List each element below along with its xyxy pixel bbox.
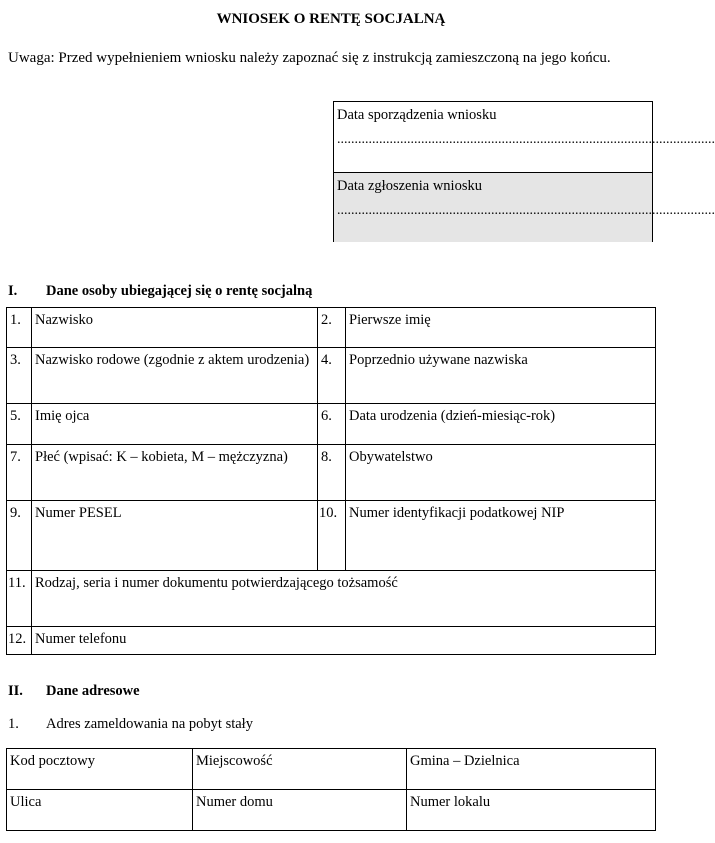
house-number-field[interactable]: Numer domu — [193, 790, 407, 831]
citizenship-field[interactable]: Obywatelstwo — [346, 445, 656, 501]
field-number: 2. — [318, 308, 346, 348]
postal-code-field[interactable]: Kod pocztowy — [7, 749, 193, 790]
father-name-field[interactable]: Imię ojca — [32, 404, 318, 445]
submitted-date-field — [334, 172, 715, 242]
instruction-notice: Uwaga: Przed wypełnieniem wniosku należy zapoznać się z instrukcją zamieszczoną na jego końcu. — [8, 50, 611, 66]
section2-number: II. — [8, 683, 23, 699]
table-row — [7, 445, 656, 501]
table-row — [7, 404, 656, 445]
table-row — [7, 501, 656, 571]
table-row — [7, 308, 656, 348]
address-subheading-number: 1. — [8, 716, 19, 732]
maiden-name-field[interactable]: Nazwisko rodowe (zgodnie z aktem urodzenia) — [32, 348, 318, 404]
identity-document-field[interactable]: Rodzaj, seria i numer dokumentu potwierdzającego tożsamość — [32, 571, 656, 627]
section1-title: Dane osoby ubiegającej się o rentę socjalną — [46, 283, 313, 299]
section2-title: Dane adresowe — [46, 683, 140, 699]
table-row — [7, 348, 656, 404]
field-number: 7. — [7, 445, 32, 501]
birth-date-field[interactable]: Data urodzenia (dzień-miesiąc-rok) — [346, 404, 656, 445]
field-number: 1. — [7, 308, 32, 348]
section1-heading — [8, 283, 408, 303]
first-name-field[interactable]: Pierwsze imię — [346, 308, 656, 348]
municipality-district-field[interactable]: Gmina – Dzielnica — [407, 749, 656, 790]
field-number: 12. — [7, 627, 32, 655]
field-number: 8. — [318, 445, 346, 501]
submitted-date-dots: ............................................................................................................ — [337, 203, 715, 218]
field-number: 11. — [7, 571, 32, 627]
previous-names-field[interactable]: Poprzednio używane nazwiska — [346, 348, 656, 404]
table-row — [7, 749, 656, 790]
field-number: 4. — [318, 348, 346, 404]
personal-data-table — [6, 307, 656, 655]
prepared-date-dots: ............................................................................................................ — [337, 132, 715, 147]
table-row — [7, 571, 656, 627]
address-subheading-title: Adres zameldowania na pobyt stały — [46, 716, 253, 732]
table-row — [7, 790, 656, 831]
gender-field[interactable]: Płeć (wpisać: K – kobieta, M – mężczyzna) — [32, 445, 318, 501]
section1-number: I. — [8, 283, 18, 299]
apartment-number-field[interactable]: Numer lokalu — [407, 790, 656, 831]
submission-date-box — [333, 101, 715, 242]
field-number: 10. — [318, 501, 346, 571]
nip-field[interactable]: Numer identyfikacji podatkowej NIP — [346, 501, 656, 571]
surname-field[interactable]: Nazwisko — [32, 308, 318, 348]
field-number: 9. — [7, 501, 32, 571]
field-number: 3. — [7, 348, 32, 404]
street-field[interactable]: Ulica — [7, 790, 193, 831]
field-number: 6. — [318, 404, 346, 445]
table-row — [7, 627, 656, 655]
address-subheading — [8, 716, 408, 736]
address-table — [6, 748, 656, 831]
field-number: 5. — [7, 404, 32, 445]
section2-heading — [8, 683, 308, 703]
phone-number-field[interactable]: Numer telefonu — [32, 627, 656, 655]
submitted-date-label: Data zgłoszenia wniosku — [337, 178, 482, 194]
prepared-date-field[interactable] — [334, 102, 715, 172]
form-title: WNIOSEK O RENTĘ SOCJALNĄ — [216, 11, 446, 27]
pesel-field[interactable]: Numer PESEL — [32, 501, 318, 571]
prepared-date-label: Data sporządzenia wniosku — [337, 107, 497, 123]
city-field[interactable]: Miejscowość — [193, 749, 407, 790]
